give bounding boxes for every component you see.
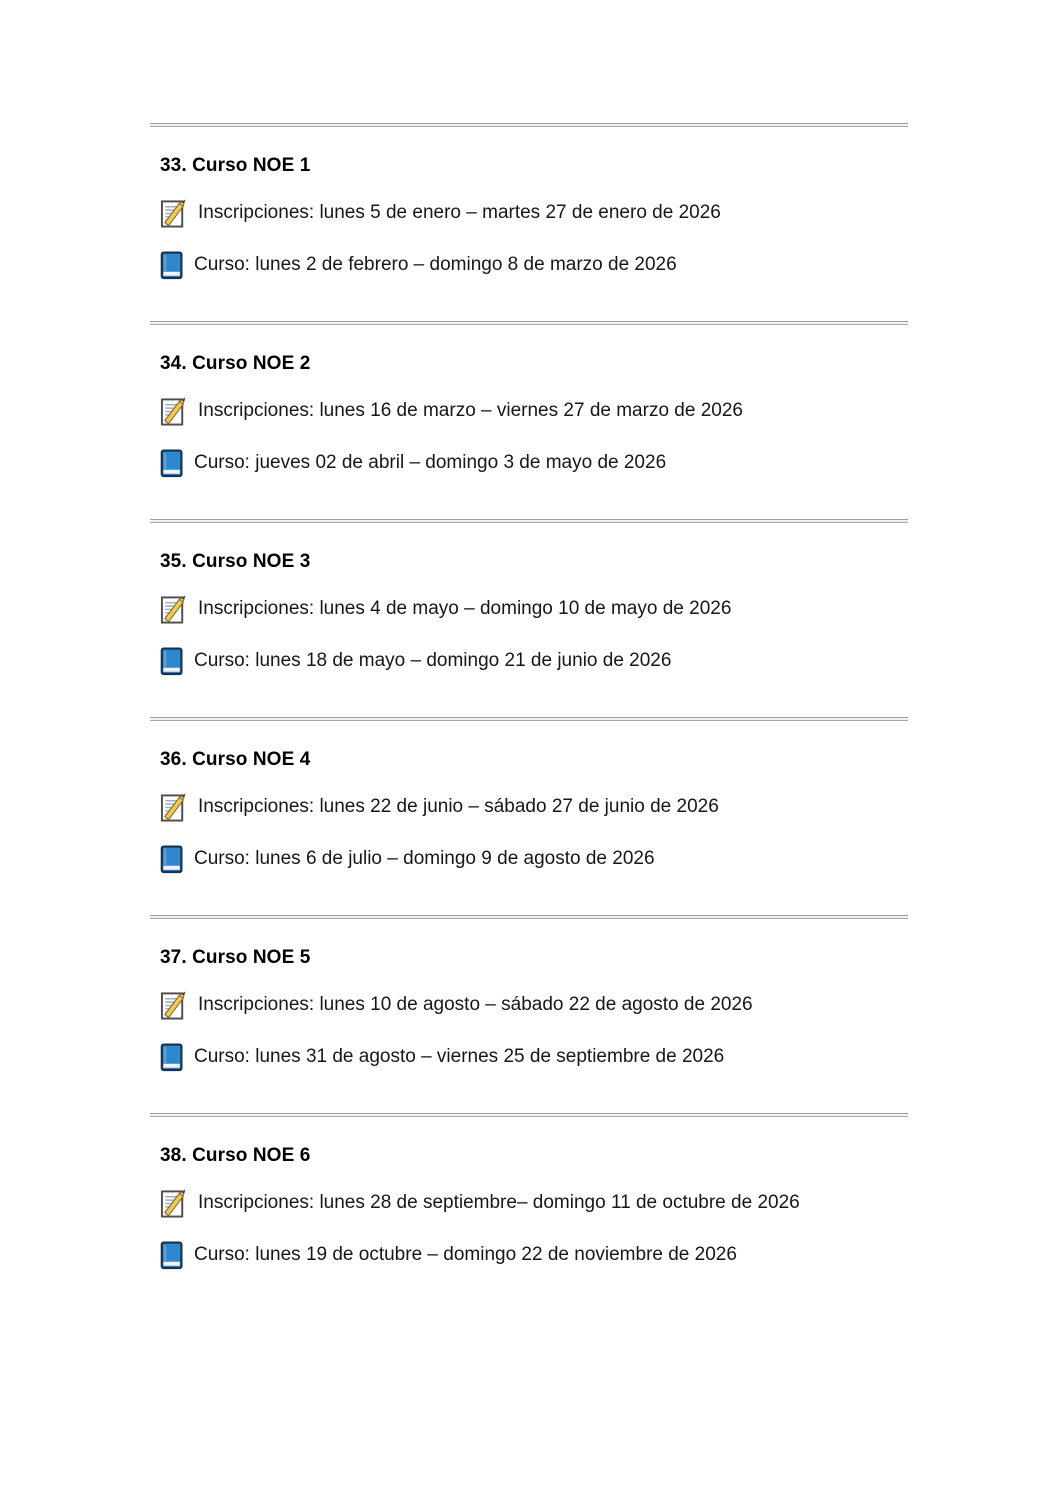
- course-row: [160, 844, 908, 874]
- inscriptions-row: [160, 396, 908, 426]
- inscriptions-row: [160, 792, 908, 822]
- course-section: [150, 1113, 908, 1311]
- memo-icon: [160, 792, 189, 823]
- course-heading: 36. Curso NOE 4: [160, 749, 311, 770]
- section-divider: [150, 717, 908, 721]
- course-row: [160, 250, 908, 280]
- inscriptions-row: [160, 594, 908, 624]
- document-content: [150, 123, 908, 1311]
- inscriptions-text: Inscripciones: lunes 28 de septiembre– domingo 11 de octubre de 2026: [198, 1192, 800, 1213]
- course-row: [160, 1240, 908, 1270]
- course-row: [160, 1042, 908, 1072]
- memo-icon: [160, 396, 189, 427]
- course-section: [150, 321, 908, 519]
- course-heading: 33. Curso NOE 1: [160, 155, 311, 176]
- course-section: [150, 717, 908, 915]
- memo-icon: [160, 198, 189, 229]
- course-text: Curso: lunes 31 de agosto – viernes 25 de septiembre de 2026: [194, 1046, 725, 1067]
- course-text: Curso: lunes 19 de octubre – domingo 22 de noviembre de 2026: [194, 1244, 737, 1265]
- section-divider: [150, 321, 908, 325]
- blue-book-icon: [160, 1042, 185, 1073]
- section-divider: [150, 915, 908, 919]
- section-divider: [150, 519, 908, 523]
- course-heading: 35. Curso NOE 3: [160, 551, 311, 572]
- blue-book-icon: [160, 844, 185, 875]
- section-divider: [150, 123, 908, 127]
- course-heading: 37. Curso NOE 5: [160, 947, 311, 968]
- blue-book-icon: [160, 250, 185, 281]
- memo-icon: [160, 594, 189, 625]
- memo-icon: [160, 990, 189, 1021]
- blue-book-icon: [160, 646, 185, 677]
- course-text: Curso: lunes 6 de julio – domingo 9 de agosto de 2026: [194, 848, 655, 869]
- course-section: [150, 123, 908, 321]
- course-section: [150, 519, 908, 717]
- inscriptions-text: Inscripciones: lunes 16 de marzo – viernes 27 de marzo de 2026: [198, 400, 743, 421]
- course-heading: 38. Curso NOE 6: [160, 1145, 311, 1166]
- section-divider: [150, 1113, 908, 1117]
- blue-book-icon: [160, 448, 185, 479]
- course-text: Curso: lunes 2 de febrero – domingo 8 de marzo de 2026: [194, 254, 677, 275]
- inscriptions-text: Inscripciones: lunes 22 de junio – sábado 27 de junio de 2026: [198, 796, 719, 817]
- course-text: Curso: lunes 18 de mayo – domingo 21 de junio de 2026: [194, 650, 672, 671]
- course-text: Curso: jueves 02 de abril – domingo 3 de mayo de 2026: [194, 452, 667, 473]
- course-section: [150, 915, 908, 1113]
- inscriptions-row: [160, 1188, 908, 1218]
- blue-book-icon: [160, 1240, 185, 1271]
- memo-icon: [160, 1188, 189, 1219]
- inscriptions-text: Inscripciones: lunes 4 de mayo – domingo 10 de mayo de 2026: [198, 598, 732, 619]
- inscriptions-text: Inscripciones: lunes 10 de agosto – sábado 22 de agosto de 2026: [198, 994, 753, 1015]
- course-row: [160, 646, 908, 676]
- course-row: [160, 448, 908, 478]
- inscriptions-row: [160, 198, 908, 228]
- inscriptions-row: [160, 990, 908, 1020]
- inscriptions-text: Inscripciones: lunes 5 de enero – martes 27 de enero de 2026: [198, 202, 721, 223]
- course-heading: 34. Curso NOE 2: [160, 353, 311, 374]
